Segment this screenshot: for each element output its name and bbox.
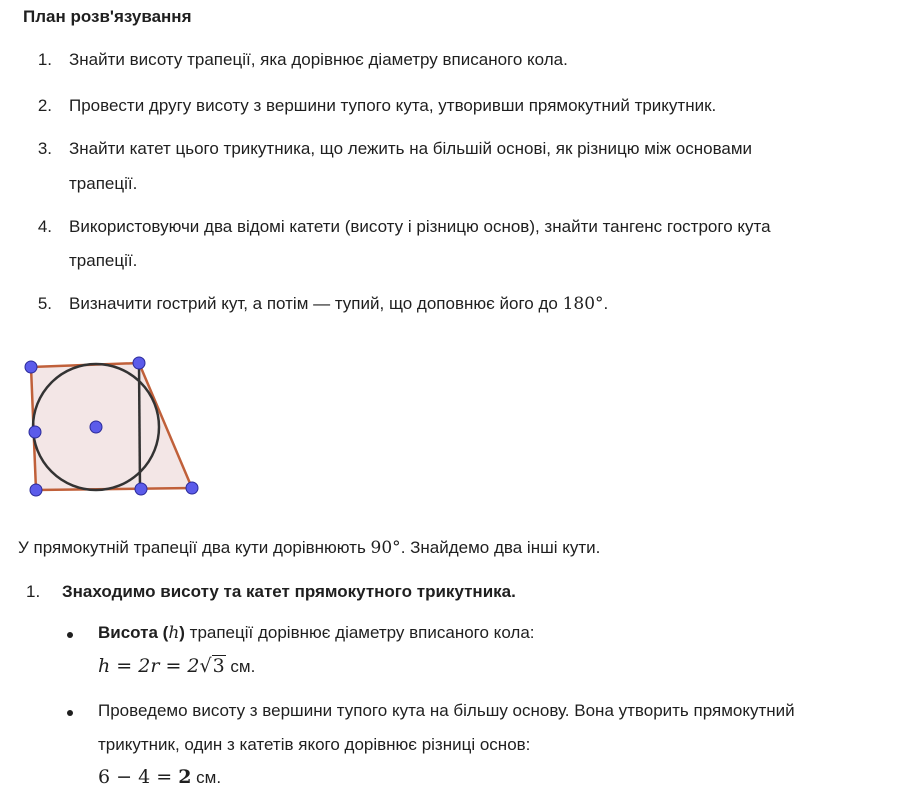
difference-result: 2: [178, 766, 192, 788]
plan-item-2-text: Провести другу висоту з вершини тупого кута, утворивши прямокутний трикутник.: [69, 96, 717, 115]
height-foot-point: [135, 483, 147, 495]
plan-item-number: 4.: [37, 217, 52, 236]
difference-unit: см.: [191, 768, 222, 787]
vertex-bottom-right-point: [186, 482, 198, 494]
vertex-top-left-point: [25, 361, 37, 373]
bullet-1-description: трапеції дорівнює діаметру вписаного кола:: [184, 623, 535, 642]
angle-180-math: 180°: [562, 294, 604, 314]
height-label-close: ): [179, 623, 185, 642]
plan-item-5-text-before: Визначити гострий кут, а потім — тупий, що доповнює його до: [69, 294, 563, 313]
height-formula-expression: h = 2r = 2: [98, 655, 200, 677]
plan-item-number: 2.: [37, 96, 52, 115]
sqrt-radicand: 3: [212, 655, 225, 677]
plan-item-1-text: Знайти висоту трапеції, яка дорівнює діаметру вписаного кола.: [69, 50, 568, 69]
plan-item-number: 3.: [37, 139, 52, 158]
bullet-2-line-2: трикутник, один з катетів якого дорівнює різниці основ:: [98, 735, 531, 754]
height-formula: h = 2r = 2√3 см.: [98, 655, 256, 677]
bullet-1-text: [98, 623, 535, 643]
plan-heading: План розв'язування: [23, 7, 192, 26]
plan-item-number: 1.: [37, 50, 52, 69]
angle-90-math: 90°: [370, 538, 401, 558]
bullet-dot: [67, 632, 73, 638]
height-unit: см.: [225, 657, 256, 676]
step-1-title: Знаходимо висоту та катет прямокутного трикутника.: [62, 582, 516, 601]
intro-text-before: У прямокутній трапеції два кути дорівнюють: [18, 538, 371, 557]
bullet-dot: [67, 710, 73, 716]
vertex-top-right-point: [133, 357, 145, 369]
tangent-left-point: [29, 426, 41, 438]
circle-center-point: [90, 421, 102, 433]
height-variable: h: [168, 623, 180, 643]
intro-text-after: . Знайдемо два інші кути.: [400, 538, 601, 557]
step-1-number: 1.: [26, 582, 41, 601]
plan-item-3-line-1: Знайти катет цього трикутника, що лежить на більшій основі, як різницю між основами: [69, 139, 753, 158]
plan-item-5-text-after: .: [603, 294, 609, 313]
intro-text: [18, 538, 600, 558]
trapezoid-shape: [31, 363, 192, 490]
bullet-2-line-1: Проведемо висоту з вершини тупого кута на більшу основу. Вона утворить прямокутний: [98, 701, 795, 720]
height-label-open: Висота (: [98, 623, 169, 642]
difference-formula: [98, 766, 221, 789]
plan-item-4-line-2: трапеції.: [69, 251, 138, 270]
plan-item-4-line-1: Використовуючи два відомі катети (висоту і різницю основ), знайти тангенс гострого кута: [69, 217, 771, 236]
vertex-bottom-left-point: [30, 484, 42, 496]
plan-item-number: 5.: [37, 294, 52, 313]
plan-item-3-line-2: трапеції.: [69, 174, 138, 193]
difference-expression: 6 − 4 =: [98, 766, 179, 788]
